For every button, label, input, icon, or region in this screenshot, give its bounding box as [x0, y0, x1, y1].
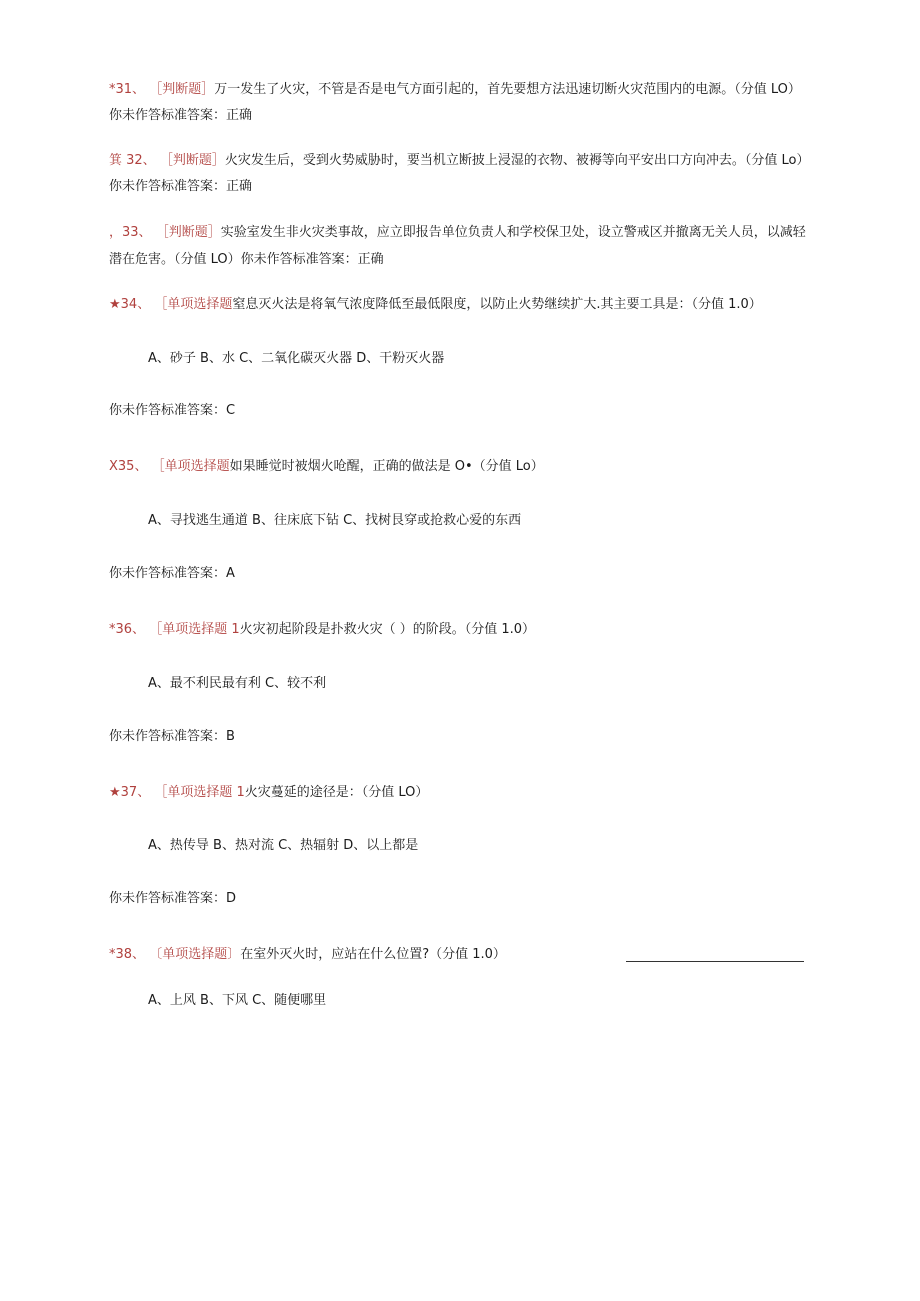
question-text: 窒息灭火法是将氧气浓度降低至最低限度，以防止火势继续扩大.其主要工具是：（分值 1.0） — [232, 297, 762, 312]
question-text: 如果睡觉时被烟火呛醒，正确的做法是 O•（分值 Lo） — [229, 459, 544, 474]
options-line: A、热传导 B、热对流 C、热辐射 D、以上都是 — [148, 838, 419, 853]
answer-line: 你未作答标准答案：B — [109, 729, 235, 744]
question-number: ，33、 — [109, 225, 152, 240]
options-line: A、上风 B、下风 C、随便哪里 — [148, 993, 327, 1008]
question-type-tag: 〔单项选择题〕 — [149, 947, 241, 962]
question-text: 火灾初起阶段是扑救火灾（ ）的阶段。（分值 1.0） — [239, 622, 536, 637]
answer-blank-line — [626, 961, 804, 962]
options-line: A、最不利民最有利 C、较不利 — [148, 676, 327, 691]
question-38 — [109, 942, 829, 968]
question-number: *36、 — [109, 622, 146, 637]
question-type-tag: ［判断题］ — [159, 153, 225, 168]
question-text: 在室外灭火时，应站在什么位置?（分值 1.0） — [240, 947, 506, 962]
answer-line: 你未作答标准答案：正确 — [109, 179, 253, 194]
question-type-tag: ［单项选择题 — [151, 459, 230, 474]
question-number: *38、 — [109, 947, 146, 962]
answer-line: 你未作答标准答案：A — [109, 566, 235, 581]
question-number: *31、 — [109, 82, 146, 97]
question-number: ★34、 — [109, 297, 151, 312]
question-33 — [109, 220, 829, 246]
question-34 — [109, 292, 829, 318]
question-37 — [109, 780, 829, 806]
question-type-tag: ［判断题］ — [149, 82, 215, 97]
question-type-tag: ［单项选择题 — [154, 297, 233, 312]
question-text: 火灾发生后，受到火势威胁时，要当机立断披上浸湿的衣物、被褥等向平安出口方向冲去。（分值 Lo） — [224, 153, 810, 168]
question-text: 实验室发生非火灾类事故，应立即报告单位负责人和学校保卫处，设立警戒区并撤离无关人员，以减轻 — [220, 225, 806, 240]
options-line: A、砂子 B、水 C、二氧化碳灭火器 D、干粉灭火器 — [148, 351, 445, 366]
question-31 — [109, 77, 829, 103]
answer-line: 你未作答标准答案：C — [109, 403, 236, 418]
question-36 — [109, 617, 829, 643]
question-number: X35、 — [109, 459, 148, 474]
options-line: A、寻找逃生通道 B、往床底下钻 C、找树艮穿或抢救心爱的东西 — [148, 513, 522, 528]
answer-line: 你未作答标准答案：正确 — [109, 108, 253, 123]
question-text: 火灾蔓延的途径是：（分值 LO） — [244, 785, 429, 800]
question-type-tag: ［单项选择题 1 — [149, 622, 240, 637]
question-number: ★37、 — [109, 785, 151, 800]
question-type-tag: ［判断题］ — [155, 225, 221, 240]
question-text-continued: 潜在危害。（分值 LO）你未作答标准答案：正确 — [109, 252, 384, 267]
answer-line: 你未作答标准答案：D — [109, 891, 237, 906]
question-35 — [109, 454, 829, 480]
question-type-tag: ［单项选择题 1 — [154, 785, 245, 800]
question-number: 箕 32、 — [109, 153, 156, 168]
question-32 — [109, 148, 829, 174]
question-text: 万一发生了火灾，不管是否是电气方面引起的，首先要想方法迅速切断火灾范围内的电源。（分值 LO） — [214, 82, 801, 97]
